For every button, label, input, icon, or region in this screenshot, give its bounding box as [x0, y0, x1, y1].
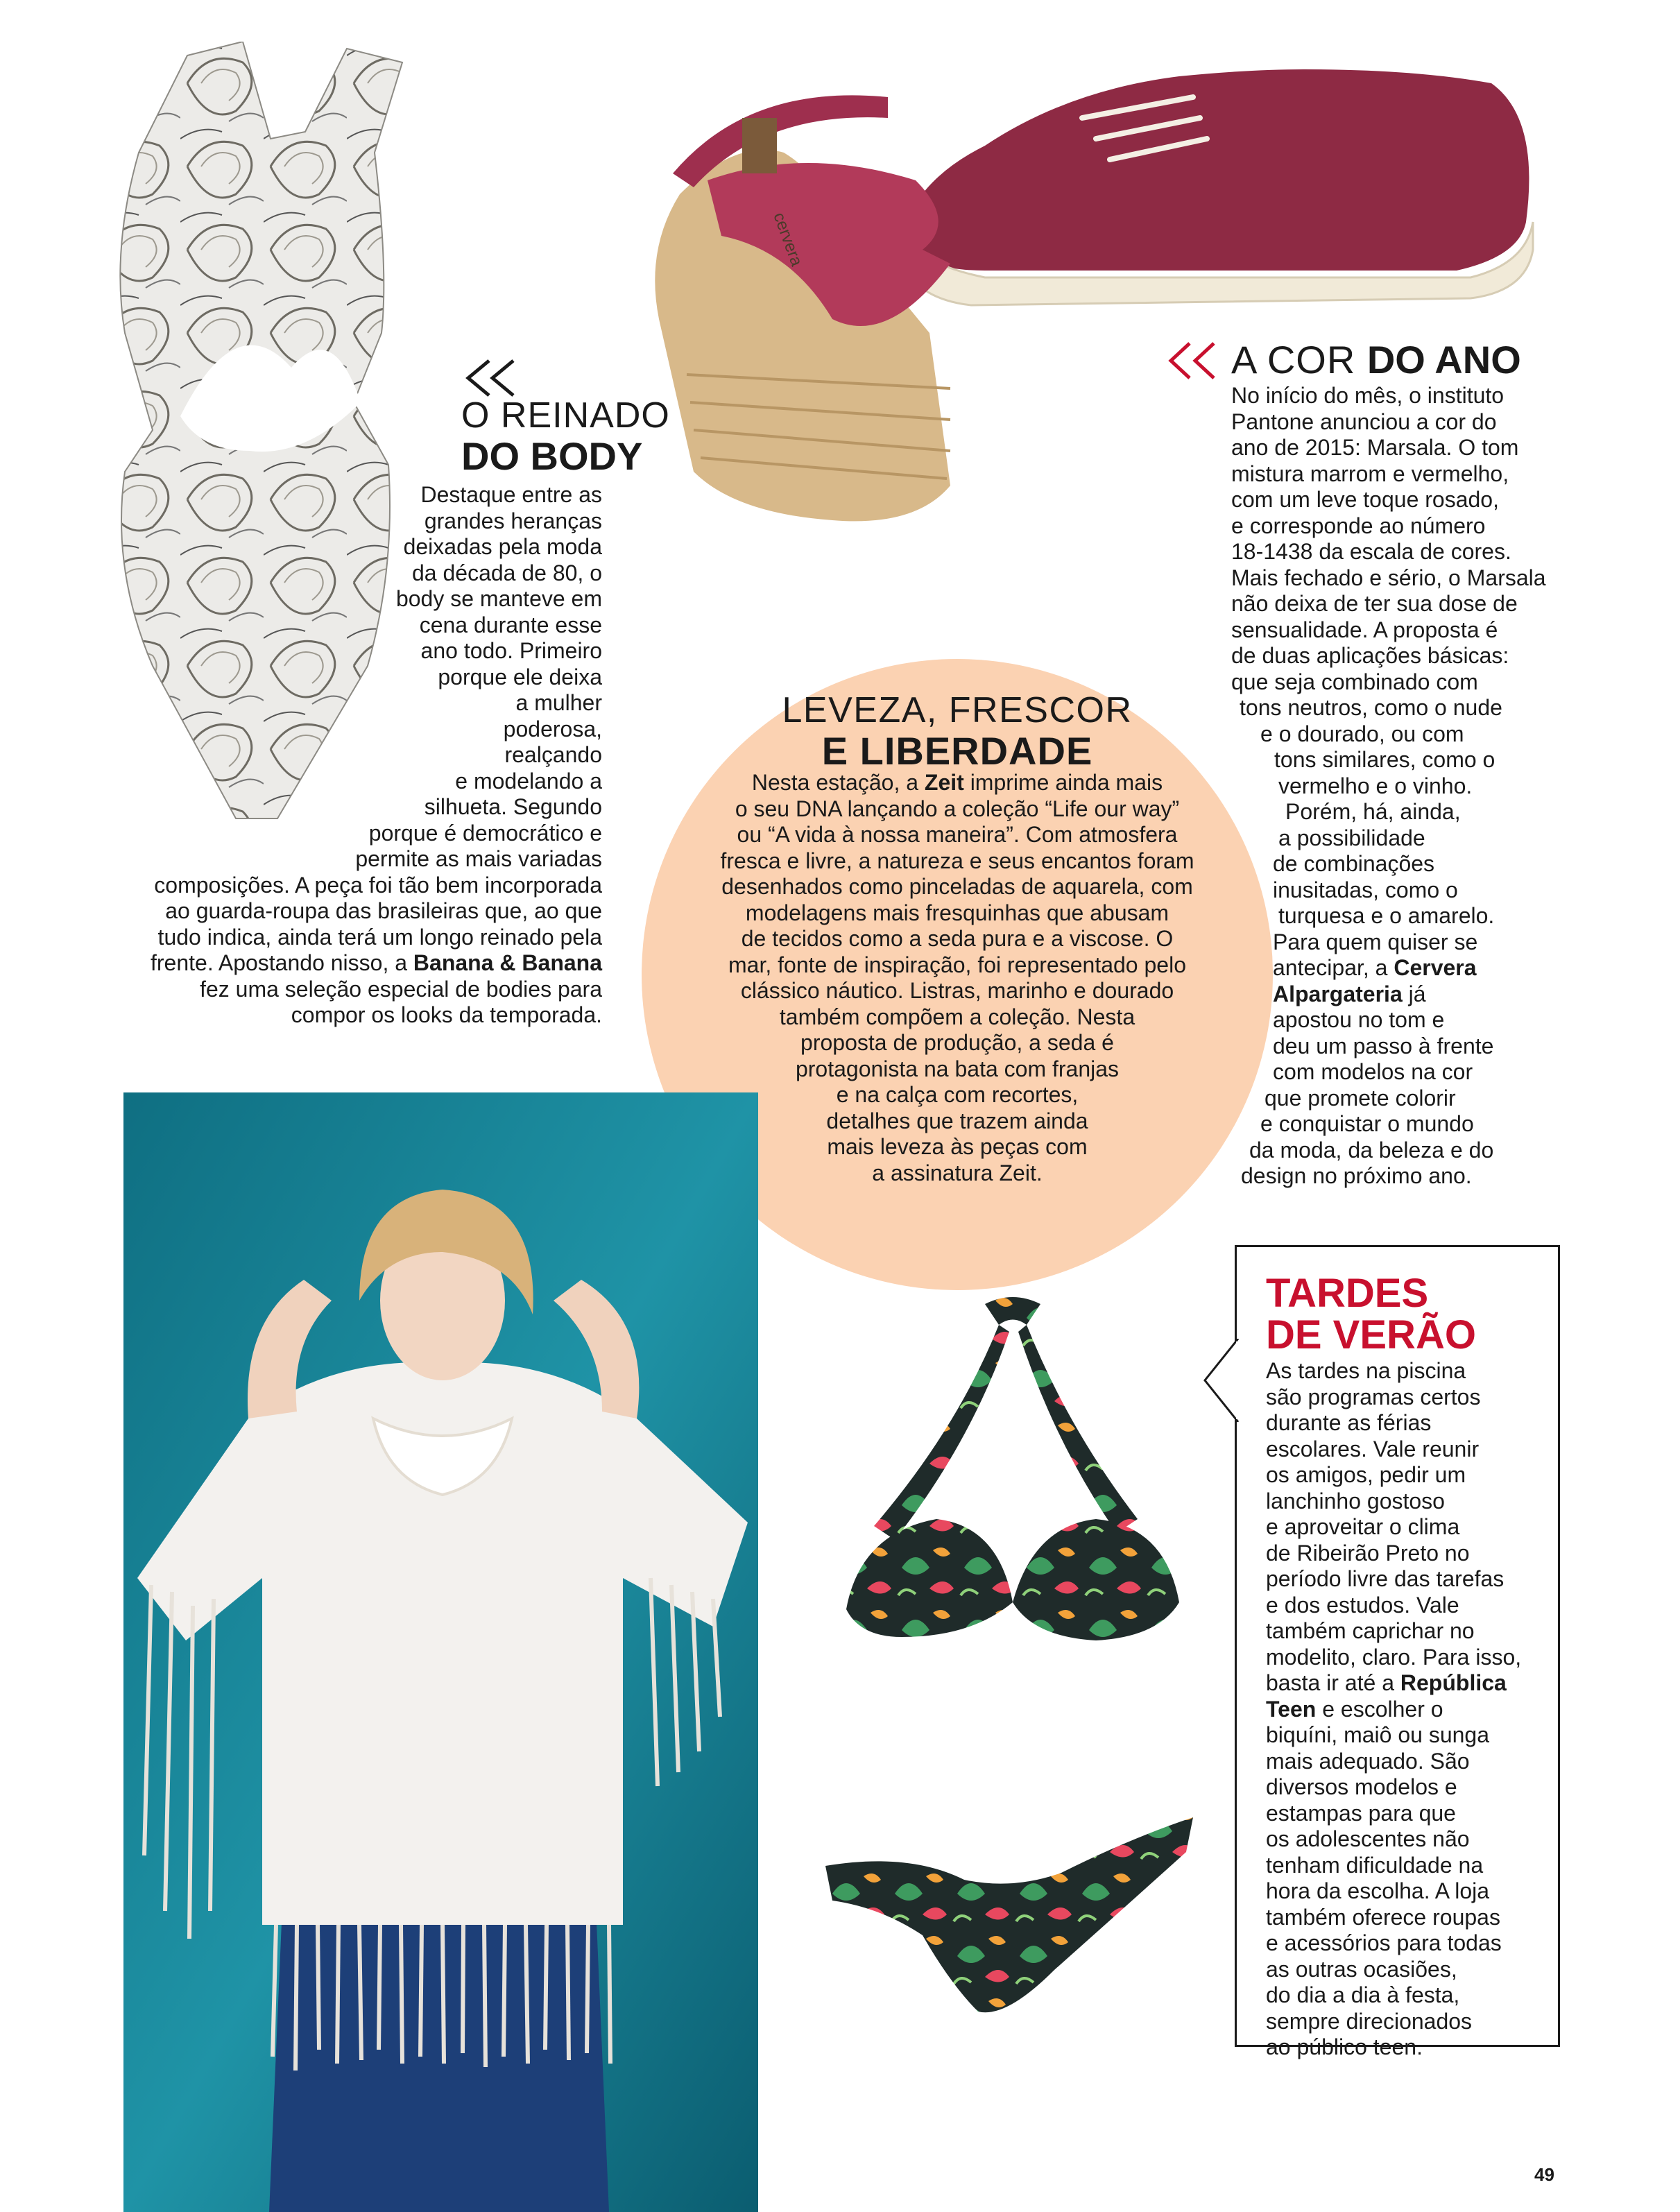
body-text-line: da década de 80, o	[411, 560, 602, 585]
cor-text-line: não deixa de ter sua dose de	[1231, 591, 1518, 616]
cor-text-line: ano de 2015: Marsala. O tom	[1231, 435, 1519, 460]
body-text-line: a mulher	[515, 690, 602, 715]
cor-text-line: de duas aplicações básicas:	[1231, 643, 1509, 668]
cor-text-line: e conquistar o mundo	[1260, 1111, 1474, 1136]
body-heading-line1: O REINADO	[461, 395, 670, 436]
cor-text-line	[1231, 955, 1592, 981]
leveza-text-line: desenhados como pinceladas de aquarela, com	[721, 874, 1193, 899]
cor-text-line: Para quem quiser se	[1273, 929, 1478, 954]
tardes-text-line: do dia a dia à festa,	[1266, 1982, 1460, 2007]
tardes-text-line: e acessórios para todas	[1266, 1930, 1502, 1955]
cor-text-line: tons similares, como o	[1274, 747, 1495, 772]
body-text-line: body se manteve em	[395, 586, 602, 611]
body-text-line: silhueta. Segundo	[424, 794, 602, 819]
tardes-text-line: os amigos, pedir um	[1266, 1462, 1466, 1487]
republica-brand: República	[1400, 1670, 1507, 1695]
double-chevron-left-icon	[1165, 340, 1221, 381]
body-text-fragment: frente. Apostando nisso, a	[151, 950, 413, 975]
shoe-brand-label: cervera	[769, 209, 807, 269]
tardes-text-line: e aproveitar o clima	[1266, 1514, 1460, 1539]
model-fringe-blouse-photo	[123, 1092, 758, 2212]
cor-text-line: 18-1438 da escala de cores.	[1231, 539, 1511, 564]
tardes-text-line: As tardes na piscina	[1266, 1358, 1466, 1383]
leveza-heading-line1: LEVEZA, FRESCOR	[782, 690, 1133, 730]
cor-text-fragment: já	[1402, 981, 1426, 1006]
body-text-line: deixadas pela moda	[403, 534, 602, 559]
double-chevron-left-icon	[461, 357, 524, 399]
tardes-text-line: os adolescentes não	[1266, 1826, 1470, 1851]
leveza-text-line: o seu DNA lançando a coleção “Life our way”	[735, 796, 1180, 821]
tardes-text-line: lanchinho gostoso	[1266, 1488, 1445, 1514]
tardes-text-line: e dos estudos. Vale	[1266, 1592, 1459, 1618]
tardes-text-line: sempre direcionados	[1266, 2008, 1473, 2034]
leveza-section-heading	[642, 690, 1273, 772]
cor-text-line: e corresponde ao número	[1231, 513, 1486, 538]
tardes-text-line	[1266, 1697, 1543, 1723]
cervera-brand: Cervera	[1394, 955, 1477, 980]
body-section-text	[117, 482, 602, 1029]
speech-pointer	[1203, 1339, 1240, 1422]
tardes-text-line: também oferece roupas	[1266, 1904, 1500, 1930]
tardes-text-line: biquíni, maiô ou sunga	[1266, 1722, 1489, 1747]
leveza-text-line: mar, fonte de inspiração, foi representado pelo	[728, 952, 1186, 977]
leveza-text-line: protagonista na bata com franjas	[795, 1056, 1120, 1081]
cor-text-line: deu um passo à frente	[1273, 1033, 1494, 1058]
body-text-line: fez uma seleção especial de bodies para	[200, 976, 602, 1002]
sneaker-shoe	[898, 69, 1533, 305]
cor-section-heading	[1231, 338, 1521, 381]
leveza-heading-line2: E LIBERDADE	[821, 729, 1093, 773]
leveza-text-line: proposta de produção, a seda é	[800, 1030, 1114, 1055]
bikini-bottom-image	[825, 1803, 1200, 2025]
cor-text-line: de combinações	[1273, 851, 1435, 876]
cor-text-line: Porém, há, ainda,	[1285, 799, 1461, 824]
bikini-top-image	[832, 1290, 1193, 1679]
cor-text-line: vermelho e o vinho.	[1278, 773, 1473, 798]
body-text-line: porque é democrático e	[368, 820, 602, 846]
cor-text-line: Mais fechado e sério, o Marsala	[1231, 565, 1546, 590]
tardes-text-line: período livre das tarefas	[1266, 1566, 1505, 1591]
cor-text-line: inusitadas, como o	[1273, 877, 1458, 902]
alpargateria-brand: Alpargateria	[1273, 981, 1403, 1006]
body-text-line: poderosa,	[503, 716, 602, 741]
cor-text-line: No início do mês, o instituto	[1231, 383, 1505, 408]
cor-text-line: com um leve toque rosado,	[1231, 487, 1499, 512]
body-section-heading	[461, 395, 670, 477]
body-text-line: realçando	[504, 742, 602, 767]
cor-heading-bold: DO ANO	[1366, 338, 1521, 381]
leveza-text-line: modelagens mais fresquinhas que abusam	[745, 900, 1169, 925]
tardes-text-line: de Ribeirão Preto no	[1266, 1540, 1470, 1566]
leveza-text-line: detalhes que trazem ainda	[826, 1108, 1088, 1133]
tardes-section-text	[1266, 1358, 1543, 2061]
leveza-text-line: também compõem a coleção. Nesta	[779, 1004, 1135, 1029]
leveza-line1-b: imprime ainda mais	[963, 770, 1163, 795]
leveza-text-line: e na calça com recortes,	[836, 1082, 1079, 1107]
leveza-text-line: mais leveza às peças com	[827, 1134, 1088, 1159]
cor-text-line: turquesa e o amarelo.	[1278, 903, 1495, 928]
cor-text-line	[1231, 981, 1592, 1008]
body-text-line: cena durante esse	[419, 612, 602, 637]
tardes-text-fragment: basta ir até a	[1266, 1670, 1400, 1695]
body-text-line: grandes heranças	[424, 508, 602, 533]
cor-text-line: tons neutros, como o nude	[1240, 695, 1502, 720]
tardes-text-line: as outras ocasiões,	[1266, 1956, 1457, 1982]
cor-text-line: a possibilidade	[1278, 825, 1425, 850]
cor-text-line: mistura marrom e vermelho,	[1231, 461, 1509, 486]
leveza-text-line	[642, 770, 1273, 796]
body-text-line: porque ele deixa	[438, 664, 602, 689]
cor-text-line: Pantone anunciou a cor do	[1231, 409, 1497, 434]
cor-heading-light: A COR	[1231, 338, 1367, 381]
tardes-text-line: são programas certos	[1266, 1384, 1481, 1409]
leveza-line1-a: Nesta estação, a	[751, 770, 925, 795]
tardes-text-line: estampas para que	[1266, 1800, 1456, 1826]
tardes-heading-line2: DE VERÃO	[1266, 1312, 1476, 1357]
tardes-section-heading	[1266, 1273, 1476, 1356]
tardes-text-line	[1266, 1670, 1543, 1697]
cor-text-line: e o dourado, ou com	[1260, 721, 1464, 746]
body-text-line: tudo indica, ainda terá um longo reinado pela	[157, 924, 602, 950]
leveza-text-line: ou “A vida à nossa maneira”. Com atmosfera	[737, 822, 1178, 847]
cor-text-line: design no próximo ano.	[1241, 1163, 1472, 1188]
cor-text-line: que seja combinado com	[1231, 669, 1478, 694]
banana-brand: Banana & Banana	[413, 950, 602, 975]
espadrille-shoe	[655, 95, 950, 521]
body-text-line: compor os looks da temporada.	[291, 1002, 602, 1027]
tardes-text-fragment: e escolher o	[1316, 1696, 1443, 1722]
cor-text-line: apostou no tom e	[1273, 1007, 1445, 1032]
zeit-brand: Zeit	[924, 770, 964, 795]
tardes-text-line: mais adequado. São	[1266, 1748, 1470, 1774]
cor-text-line: sensualidade. A proposta é	[1231, 617, 1498, 642]
body-text-line: ano todo. Primeiro	[420, 638, 602, 663]
body-text-line: composições. A peça foi tão bem incorporada	[154, 872, 602, 898]
tardes-text-line: hora da escolha. A loja	[1266, 1878, 1490, 1903]
cor-text-fragment: antecipar, a	[1273, 955, 1394, 980]
leveza-text-line: clássico náutico. Listras, marinho e dourado	[740, 978, 1174, 1003]
body-text-line: e modelando a	[455, 768, 602, 794]
leveza-text-line: a assinatura Zeit.	[872, 1160, 1043, 1185]
body-text-line: permite as mais variadas	[355, 846, 602, 871]
leveza-text-line: de tecidos como a seda pura e a viscose. O	[741, 926, 1174, 951]
tardes-text-line: também caprichar no	[1266, 1618, 1475, 1643]
tardes-text-line: ao público teen.	[1266, 2034, 1423, 2059]
cor-section-text	[1231, 383, 1592, 1190]
tardes-heading-line1: TARDES	[1266, 1271, 1429, 1316]
tardes-text-line: tenham dificuldade na	[1266, 1852, 1484, 1878]
body-text-line	[117, 950, 602, 977]
body-text-line: ao guarda-roupa das brasileiras que, ao que	[165, 898, 602, 923]
teen-brand: Teen	[1266, 1696, 1317, 1722]
cor-text-line: da moda, da beleza e do	[1249, 1137, 1494, 1163]
body-text-line: Destaque entre as	[420, 482, 602, 507]
page-number: 49	[1534, 2164, 1554, 2185]
tardes-text-line: modelito, claro. Para isso,	[1266, 1644, 1522, 1670]
tardes-text-line: diversos modelos e	[1266, 1774, 1457, 1799]
cor-text-line: que promete colorir	[1265, 1085, 1456, 1111]
leveza-text-line: fresca e livre, a natureza e seus encantos foram	[720, 848, 1194, 873]
body-heading-line2: DO BODY	[461, 434, 643, 478]
tardes-text-line: escolares. Vale reunir	[1266, 1436, 1480, 1461]
tardes-text-line: durante as férias	[1266, 1410, 1432, 1435]
cor-text-line: com modelos na cor	[1273, 1059, 1473, 1084]
